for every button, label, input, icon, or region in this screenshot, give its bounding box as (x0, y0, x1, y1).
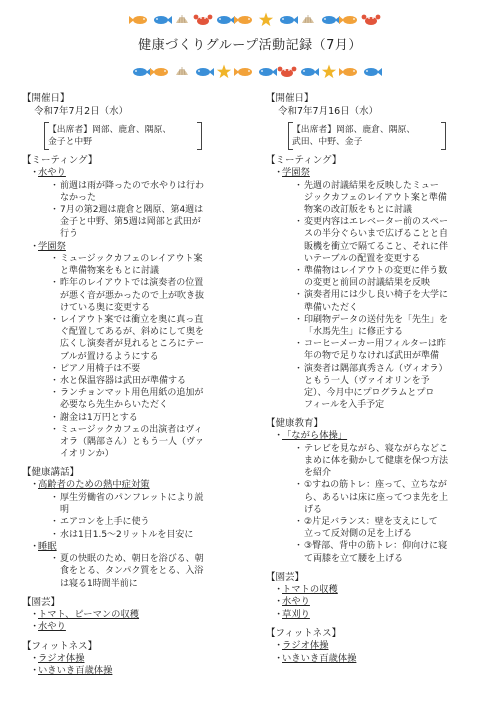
detail-item (266, 265, 492, 289)
topic-item (22, 479, 248, 492)
topic-item (22, 621, 248, 634)
topic-title: 学園祭 (38, 240, 66, 252)
detail-item (266, 443, 492, 480)
fish-icon (280, 16, 298, 24)
topic-item (22, 609, 248, 622)
bullet-icon: ・ (294, 217, 304, 228)
detail-text: 夏の快眠のため、朝日を浴びる、朝 食をとる、タンパク質をとる、入浴 は寝る1時間半前に (60, 554, 204, 589)
topic-title: 高齢者のための熱中症対策 (38, 479, 150, 491)
fish-icon (234, 68, 252, 76)
detail-item (266, 314, 492, 338)
detail-text: 水と保温容器は武田が準備する (60, 376, 187, 387)
detail-item (266, 540, 492, 564)
bullet-icon: ・ (50, 517, 60, 528)
bullet-icon: ・ (294, 290, 304, 301)
fish-icon (259, 68, 277, 76)
date-label: 【開催日】 (22, 93, 70, 104)
section-heading: 【園芸】 (266, 571, 305, 583)
section-heading: 【健康講話】 (22, 467, 80, 479)
section-heading: 【園芸】 (22, 596, 61, 608)
fish-icon (339, 68, 357, 76)
bullet-icon: ・ (50, 254, 60, 265)
bullet-icon: ・ (274, 652, 284, 664)
bullet-icon: ・ (30, 240, 40, 252)
bullet-icon: ・ (30, 167, 40, 178)
topic-title: 水やり (38, 167, 66, 178)
detail-text: ②片足バランス：壁を支えにして 立って反対側の足を上げる (304, 517, 438, 540)
date-label: 【開催日】 (266, 93, 314, 104)
shell-icon (176, 15, 188, 23)
detail-item (22, 277, 248, 314)
attendees-box (288, 122, 446, 150)
topic-title: 「ながら体操」 (282, 430, 348, 442)
detail-item (22, 375, 248, 387)
topic-title: ラジオ体操 (282, 640, 329, 652)
topic-title: 水やり (282, 596, 310, 608)
crab-icon (194, 15, 213, 25)
topic-item (266, 653, 492, 666)
bullet-icon: ・ (50, 278, 60, 289)
detail-item (22, 529, 248, 541)
detail-text: エアコンを上手に使う (60, 517, 150, 528)
section-heading: 【フィットネス】 (22, 640, 98, 652)
page-title: 健康づくりグループ活動記録（7月） (138, 38, 362, 53)
starfish-icon (259, 13, 273, 27)
detail-text: ③臀部、背中の筋トレ：仰向けに寝 て両膝を立て腰を上げる (304, 541, 448, 564)
bullet-icon: ・ (274, 583, 284, 595)
topic-title: 水やり (38, 621, 66, 633)
bullet-icon: ・ (30, 621, 40, 633)
detail-item (22, 363, 248, 375)
detail-item (22, 424, 248, 461)
bullet-icon: ・ (50, 424, 60, 435)
meeting-date: 令和7年7月16日（水） (278, 106, 379, 117)
topic-title: トマト、ピーマンの収穫 (38, 608, 140, 620)
topic-item (266, 609, 492, 622)
crab-icon (362, 15, 381, 25)
bullet-icon: ・ (50, 376, 60, 387)
attendees-line: 【出席者】岡部、鹿倉、隅原、 (292, 125, 416, 135)
topic-title: いきいき百歳体操 (282, 652, 357, 664)
fish-icon (150, 68, 168, 76)
detail-item (266, 216, 492, 265)
bullet-icon: ・ (50, 204, 60, 215)
bullet-icon: ・ (50, 492, 60, 503)
topic-title: 睡眠 (38, 540, 57, 552)
topic-title: いきいき百歳体操 (38, 665, 113, 677)
section-heading: 【ミーティング】 (266, 155, 342, 166)
bullet-icon: ・ (30, 665, 40, 677)
fish-icon (217, 16, 235, 24)
topic-title: トマトの収穫 (282, 583, 338, 595)
decorative-border-bottom (0, 62, 500, 82)
bullet-icon: ・ (50, 529, 60, 540)
bullet-icon: ・ (50, 315, 60, 326)
detail-item (266, 289, 492, 313)
detail-text: ①すねの筋トレ：座って、立ちなが ら、あるいは床に座ってつま先を上 げる (304, 480, 449, 515)
attendees-box (44, 122, 202, 150)
attendees-line: 【出席者】岡部、鹿倉、隅原、 (48, 125, 172, 135)
detail-item (22, 180, 248, 204)
detail-text: ミュージックカフェのレイアウト案 と準備物案をもとに討議 (60, 254, 203, 277)
section-heading: 【ミーティング】 (22, 155, 98, 166)
attendees-line: 武田、中野、金子 (292, 137, 363, 147)
bullet-icon: ・ (50, 412, 60, 423)
detail-text: 印刷物データの送付先を「先生」を 「水馬先生」に修正する (304, 314, 449, 337)
detail-text: 昨年のレイアウトでは演奏者の位置 が悪く音が悪かったので上が吹き抜 けている奥に変更する (60, 278, 205, 313)
meeting-date: 令和7年7月2日（水） (34, 106, 129, 117)
bullet-icon: ・ (294, 265, 304, 276)
fish-icon (234, 16, 252, 24)
fish-icon (364, 68, 382, 76)
topic-item (266, 640, 492, 653)
bullet-icon: ・ (30, 479, 40, 491)
detail-text: 厚生労働省のパンフレットにより説 明 (60, 492, 204, 516)
starfish-icon (322, 65, 336, 79)
crab-icon (278, 67, 297, 77)
detail-item (22, 492, 248, 516)
detail-text: 先週の討議結果を反映したミュー ジックカフェのレイアウト案と準備 物案の改訂版をもとに討議 (304, 180, 447, 215)
bullet-icon: ・ (274, 430, 284, 442)
bullet-icon: ・ (30, 652, 40, 664)
section-heading: 【フィットネス】 (266, 628, 342, 640)
detail-text: テレビを見ながら、寝ながらなどこ まめに体を動かして健康を保つ方法 を紹介 (304, 443, 449, 479)
detail-item (22, 387, 248, 411)
bullet-icon: ・ (274, 608, 284, 620)
detail-text: 演奏者は隅部真秀さん（ヴィオラ） ともう一人（ヴァイオリンを予 定）、今月中にプログラムとプロ フィールを入手予定 (304, 363, 448, 411)
bullet-icon: ・ (50, 388, 60, 399)
bullet-icon: ・ (274, 596, 284, 608)
topic-item (22, 665, 248, 678)
topic-item (266, 167, 492, 180)
detail-text: 謝金は1万円とする (60, 412, 138, 423)
topic-title: 草刈り (282, 608, 310, 620)
detail-item (266, 479, 492, 516)
shell-icon (302, 15, 314, 23)
detail-text: ランチョンマット用色用紙の追加が 必要なら先生からいただく (60, 388, 204, 411)
bullet-icon: ・ (274, 640, 284, 652)
detail-text: コーヒーメーカー用フィルターは昨 年の物で足りなければ武田が準備 (304, 339, 446, 362)
topic-title: 学園祭 (282, 167, 310, 178)
detail-item (22, 412, 248, 424)
bullet-icon: ・ (50, 180, 60, 191)
starfish-icon (217, 65, 231, 79)
bullet-icon: ・ (294, 180, 304, 191)
detail-text: ミュージックカフェの出演者はヴィ オラ（隅部さん）ともう一人（ヴァ イオリンか） (60, 424, 204, 460)
bullet-icon: ・ (50, 363, 60, 374)
detail-text: 前週は雨が降ったので水やりは行わ なかった (60, 180, 205, 203)
detail-text: 演奏者用には少し良い椅子を大学に 準備いただく (304, 290, 449, 313)
topic-item (22, 541, 248, 554)
detail-text: 準備物はレイアウトの変更に伴う数 の変更と前回の討議結果を反映 (304, 265, 448, 289)
bullet-icon: ・ (294, 339, 304, 350)
bullet-icon: ・ (294, 314, 304, 325)
topic-item (22, 241, 248, 254)
sea-creature-border-icon (0, 10, 500, 30)
detail-text: 変更内容はエレベーター前のスペー スの半分ぐらいまで広げることと自 販機を衝立で隔てること、それに伴 いテーブルの配置を変更する (304, 217, 449, 264)
detail-text: 水は1日1.5～2リットルを目安に (60, 529, 194, 540)
fish-icon (133, 68, 151, 76)
detail-text: レイアウト案では衝立を奥に真っ直 ぐ配置してあるが、斜めにして奥を 広くし演奏者が見れるところにテー ブルが置けるようにする (60, 315, 205, 362)
sea-creature-border-icon (0, 62, 500, 82)
bullet-icon: ・ (294, 443, 304, 454)
fish-icon (129, 16, 147, 24)
detail-item (266, 363, 492, 412)
topic-item (266, 430, 492, 443)
shell-icon (176, 67, 188, 75)
topic-item (266, 596, 492, 609)
detail-item (22, 516, 248, 528)
attendees-line: 金子と中野 (48, 137, 92, 147)
topic-item (22, 653, 248, 666)
bullet-icon: ・ (294, 363, 304, 374)
bullet-icon: ・ (50, 554, 60, 565)
detail-item (22, 314, 248, 363)
bullet-icon: ・ (30, 540, 40, 552)
fish-icon (339, 16, 357, 24)
topic-title: ラジオ体操 (38, 652, 85, 664)
column-july-2 (22, 92, 248, 678)
detail-item (22, 253, 248, 277)
detail-item (266, 180, 492, 217)
column-july-16 (266, 92, 492, 665)
detail-item (266, 516, 492, 540)
section-heading: 【健康教育】 (266, 418, 324, 430)
fish-icon (322, 16, 340, 24)
topic-item (22, 167, 248, 180)
detail-item (22, 204, 248, 241)
detail-item (266, 338, 492, 362)
bullet-icon: ・ (30, 608, 40, 620)
bullet-icon: ・ (294, 480, 304, 491)
detail-text: ピアノ用椅子は不要 (60, 363, 141, 374)
detail-text: 7月の第2週は鹿倉と隅原、第4週は 金子と中野、第5週は岡部と武田が 行う (60, 204, 204, 240)
bullet-icon: ・ (294, 541, 304, 552)
fish-icon (301, 68, 319, 76)
bullet-icon: ・ (294, 517, 304, 528)
bullet-icon: ・ (274, 167, 284, 178)
topic-item (266, 584, 492, 597)
detail-item (22, 553, 248, 590)
decorative-border-top (0, 10, 500, 30)
fish-icon (196, 68, 214, 76)
fish-icon (154, 16, 172, 24)
